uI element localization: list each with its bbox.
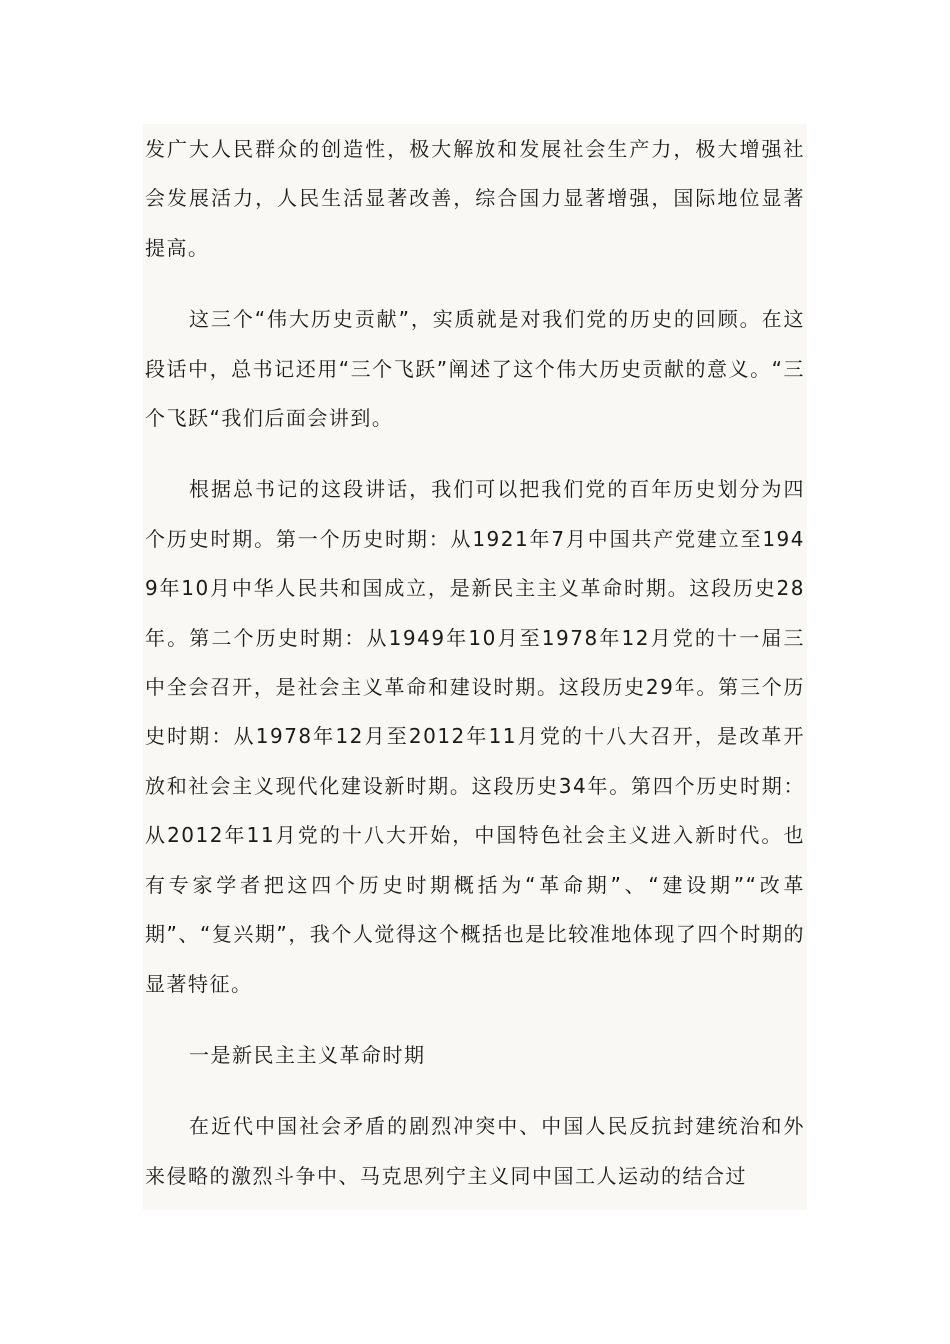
paragraph-continuation: 发广大人民群众的创造性，极大解放和发展社会生产力，极大增强社会发展活力，人民生活显著改善，综合国力显著增强，国际地位显著提高。 (145, 137, 805, 260)
document-text-block (143, 124, 807, 1210)
paragraph-four-periods: 根据总书记的这段讲话，我们可以把我们党的百年历史划分为四个历史时期。第一个历史时期：从1921年7月中国共产党建立至1949年10月中华人民共和国成立，是新民主主义革命时期。这段历史28年。第二个历史时期：从1949年10月至1978年12月党的十一届三中全会召开，是社会主义革命和建设时期。这段历史29年。第三个历史时期：从1978年12月至2012年11月党的十八大召开，是改革开放和社会主义现代化建设新时期。这段历史34年。第四个历史时期：从2012年11月党的十八大开始，中国特色社会主义进入新时代。也有专家学者把这四个历史时期概括为“革命期”、“建设期”“改革期”、“复兴期”，我个人觉得这个概括也是比较准地体现了四个时期的显著特征。 (145, 477, 805, 996)
paragraph-new-democratic-revolution: 在近代中国社会矛盾的剧烈冲突中、中国人民反抗封建统治和外来侵略的激烈斗争中、马克思列宁主义同中国工人运动的结合过 (145, 1114, 805, 1188)
section-heading: 一是新民主主义革命时期 (189, 1042, 426, 1067)
paragraph-historical-contributions: 这三个“伟大历史贡献”，实质就是对我们党的历史的回顾。在这段话中，总书记还用“三个飞跃”阐述了这个伟大历史贡献的意义。“三个飞跃“我们后面会讲到。 (145, 307, 805, 431)
